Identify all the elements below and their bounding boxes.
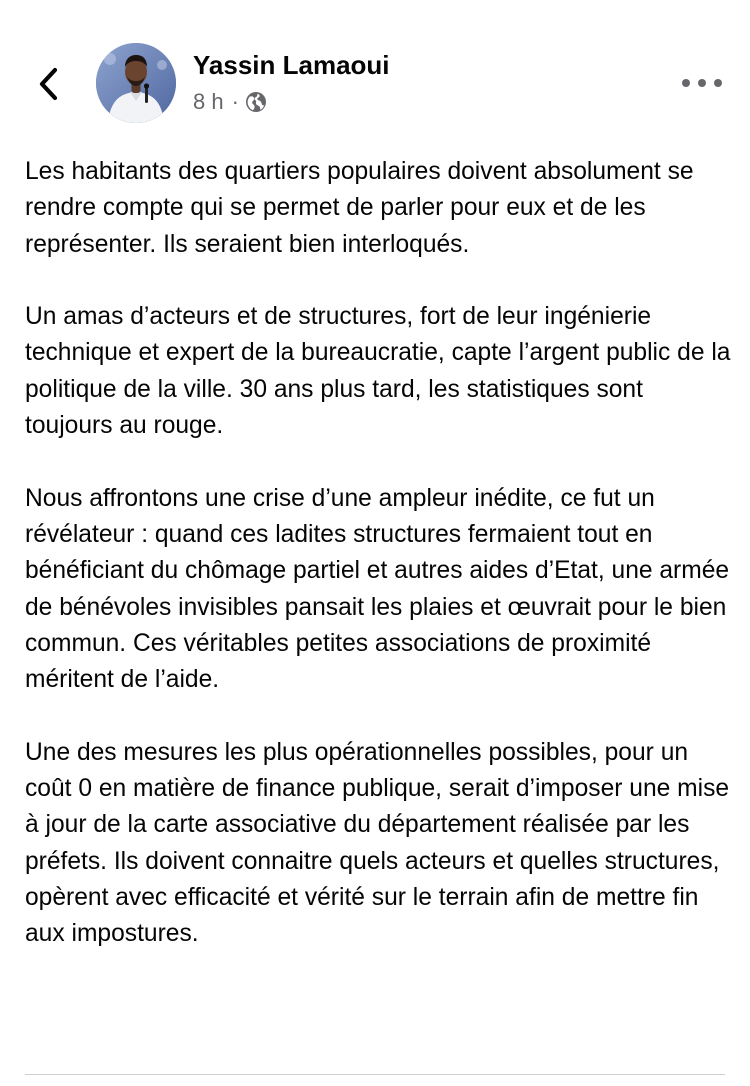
avatar-photo <box>96 43 176 123</box>
more-options-button[interactable] <box>682 70 722 96</box>
meta-separator: · <box>231 89 239 114</box>
post-paragraph: Un amas d’acteurs et de structures, fort de leur ingénierie technique et expert de la bureaucratie, capte l’argent public de la politique de la ville. 30 ans plus tard, les statistiques sont toujours au rouge. <box>25 303 731 440</box>
post-paragraph: Une des mesures les plus opérationnelles possibles, pour un coût 0 en matière de finance publique, serait d’imposer une mise à jour de la carte associative du département réalisée par les préfets. Ils doivent connaitre quels acteurs et quelles structures, opèrent avec efficacité et vérité sur le terrain afin de mettre fin aux impostures. <box>25 738 730 948</box>
more-dot <box>714 79 722 87</box>
post-paragraph: Nous affrontons une crise d’une ampleur inédite, ce fut un révélateur : quand ces ladites structures fermaient tout en bénéficiant du chômage partiel et autres aides d’Etat, une armée de bénévoles invisibles pansait les plaies et œuvrait pour le bien commun. Ces véritables petites associations de proximité méritent de l’aide. <box>25 484 730 694</box>
author-avatar[interactable] <box>96 43 176 123</box>
post-paragraph: Les habitants des quartiers populaires doivent absolument se rendre compte qui se permet de parler pour eux et de les représenter. Ils seraient bien interloqués. <box>25 158 694 258</box>
post-text <box>25 154 737 953</box>
chevron-left-icon <box>37 67 59 101</box>
post-header <box>0 0 750 140</box>
post-time[interactable]: 8 h <box>193 89 224 114</box>
more-horizontal-icon <box>682 79 690 87</box>
author-name[interactable]: Yassin Lamaoui <box>193 50 390 80</box>
divider <box>25 1074 725 1075</box>
more-dot <box>698 79 706 87</box>
back-button[interactable] <box>28 62 68 106</box>
post-meta <box>193 88 267 116</box>
globe-icon[interactable] <box>245 91 267 113</box>
